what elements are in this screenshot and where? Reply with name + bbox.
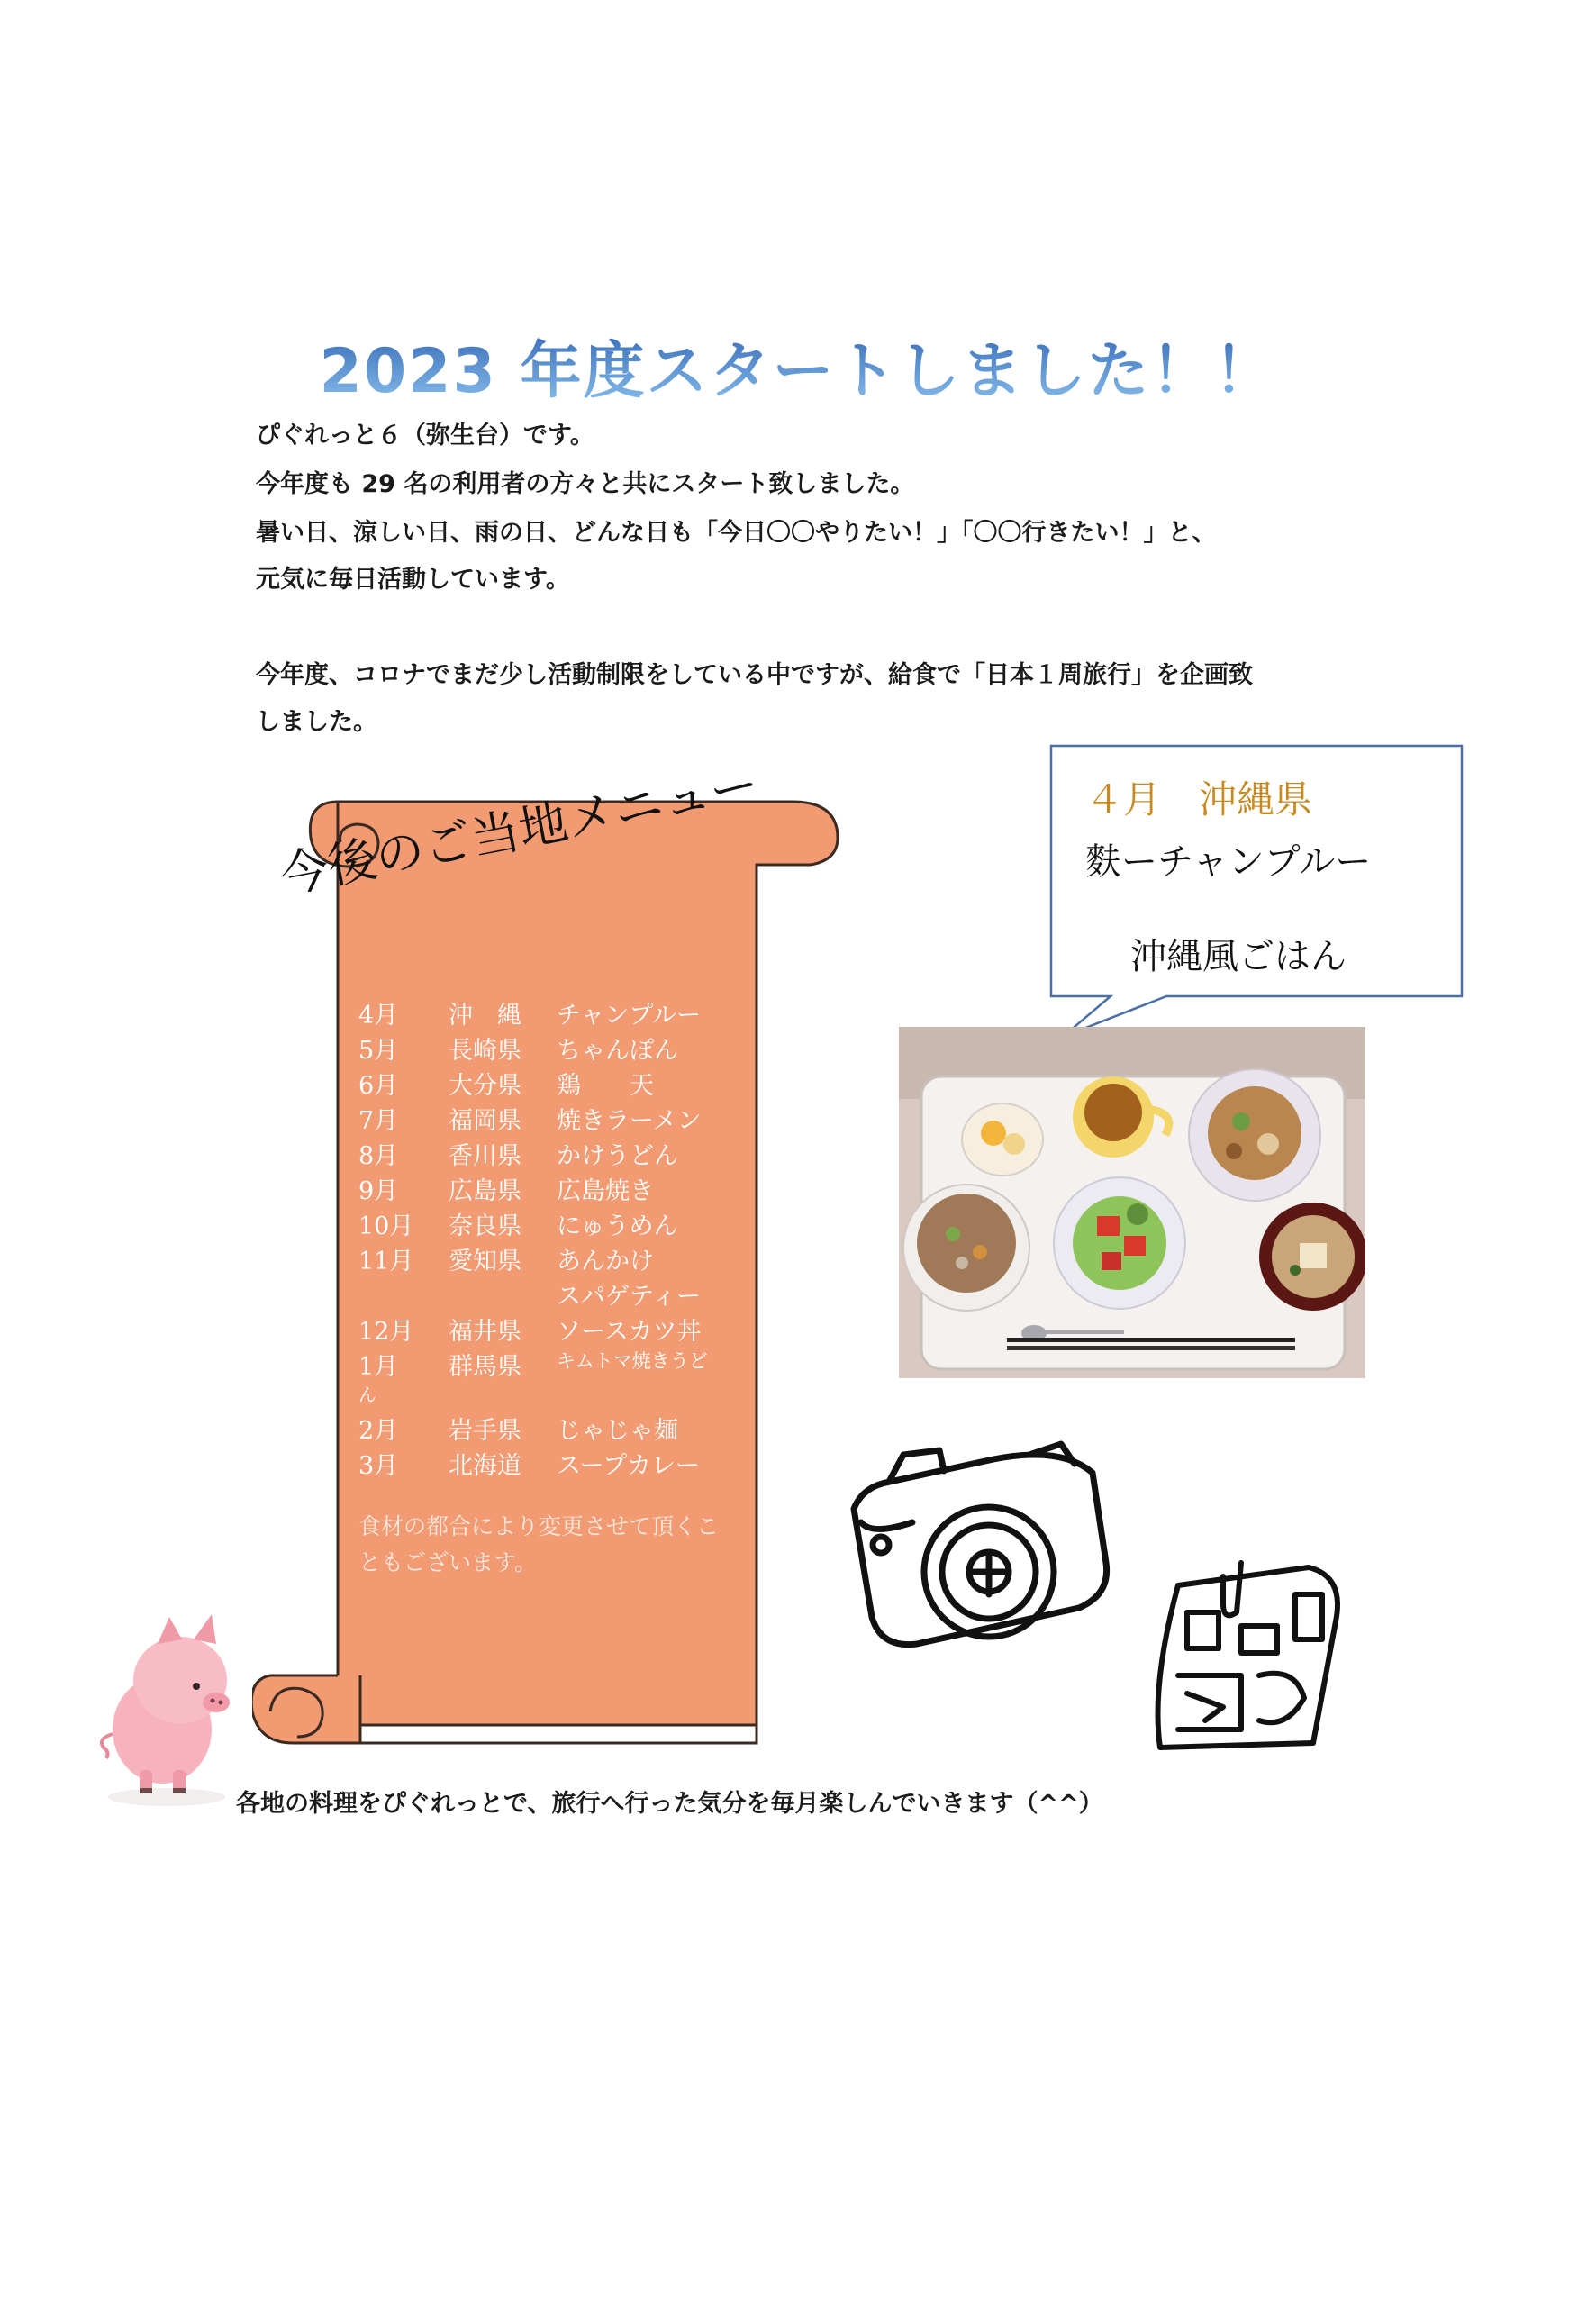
menu-dish: スープカレー [557,1452,701,1480]
menu-prefecture: 福岡県 [449,1107,521,1135]
menu-prefecture: 群馬県 [449,1353,521,1381]
menu-dish: にゅうめん [557,1212,678,1240]
page-title: 2023 年度スタートしました！！ [0,322,1596,410]
menu-dish: 焼きラーメン [557,1107,702,1135]
menu-prefecture: 岩手県 [449,1417,521,1445]
callout-dish-1: 麩ーチャンプルー [1085,841,1372,883]
menu-row [358,1312,755,1346]
menu-month: 1月 [358,1353,399,1381]
intro-line-4: 元気に毎日活動しています。 [256,566,570,594]
menu-row [358,1066,755,1100]
menu-month: 8月 [358,1142,399,1170]
menu-month: 3月 [358,1452,399,1480]
menu-row [358,1446,755,1480]
camera-icon [836,1437,1124,1662]
intro-line-5: 今年度、コロナでまだ少し活動制限をしている中ですが、給食で「日本１周旅行」を企画致 [256,661,1253,689]
scroll-heading: 今後のご当地メニュー [275,756,764,905]
menu-row [358,1241,755,1276]
menu-row [358,1411,755,1445]
menu-month: 5月 [358,1037,399,1065]
menu-dish: スパゲティー [557,1283,701,1311]
menu-row [358,1136,755,1170]
menu-month: 10月 [358,1212,414,1240]
food-photo [899,1027,1365,1378]
menu-prefecture: 広島県 [449,1177,521,1205]
intro-line-6: しました。 [256,708,377,736]
closing-text: 各地の料理をぴぐれっとで、旅行へ行った気分を毎月楽しんでいきます（^^） [236,1790,1103,1818]
menu-prefecture: 奈良県 [449,1212,521,1240]
menu-dish: 広島焼き [557,1177,654,1205]
menu-prefecture: 福井県 [449,1318,521,1346]
map-icon [1151,1549,1349,1761]
menu-prefecture: 北海道 [449,1452,521,1480]
menu-dish: チャンプルー [557,1002,702,1030]
intro-line-2: 今年度も 29 名の利用者の方々と共にスタート致しました。 [256,470,915,498]
menu-month: 4月 [358,1002,399,1030]
menu-month: 11月 [358,1248,414,1276]
menu-row [358,1206,755,1240]
menu-dish: 鶏 天 [557,1072,654,1100]
menu-prefecture: 大分県 [449,1072,521,1100]
menu-prefecture: 愛知県 [449,1248,521,1276]
menu-dish: あんかけ [557,1248,654,1276]
menu-month: 12月 [358,1318,414,1346]
menu-month: 6月 [358,1072,399,1100]
menu-prefecture: 長崎県 [449,1037,521,1065]
menu-row [358,1171,755,1205]
menu-dish: ちゃんぽん [557,1037,678,1065]
menu-prefecture: 沖 縄 [449,1002,521,1030]
intro-line-1: ぴぐれっと６（弥生台）です。 [256,422,594,449]
menu-month: 2月 [358,1417,399,1445]
menu-dish: じゃじゃ麺 [557,1417,678,1445]
menu-row [358,995,755,1030]
menu-dish: かけうどん [557,1142,678,1170]
menu-row [358,1101,755,1135]
pig-icon [90,1603,243,1811]
menu-dish: キムトマ焼きうど [557,1350,708,1372]
menu-month: ん [358,1384,376,1405]
menu-note: 食材の都合により変更させて頂くこともございます。 [358,1513,720,1575]
menu-dish: ソースカツ丼 [557,1318,702,1346]
intro-line-3: 暑い日、涼しい日、雨の日、どんな日も「今日〇〇やりたい！」「〇〇行きたい！」と、 [256,519,1217,547]
menu-prefecture: 香川県 [449,1142,521,1170]
menu-row [358,1030,755,1065]
callout-dish-2: 沖縄風ごはん [1130,936,1347,977]
menu-month: 7月 [358,1107,399,1135]
menu-month: 9月 [358,1177,399,1205]
callout-month: ４月 沖縄県 [1085,777,1313,822]
menu-row [358,1347,755,1381]
menu-row [358,1380,755,1414]
menu-row [358,1276,755,1311]
